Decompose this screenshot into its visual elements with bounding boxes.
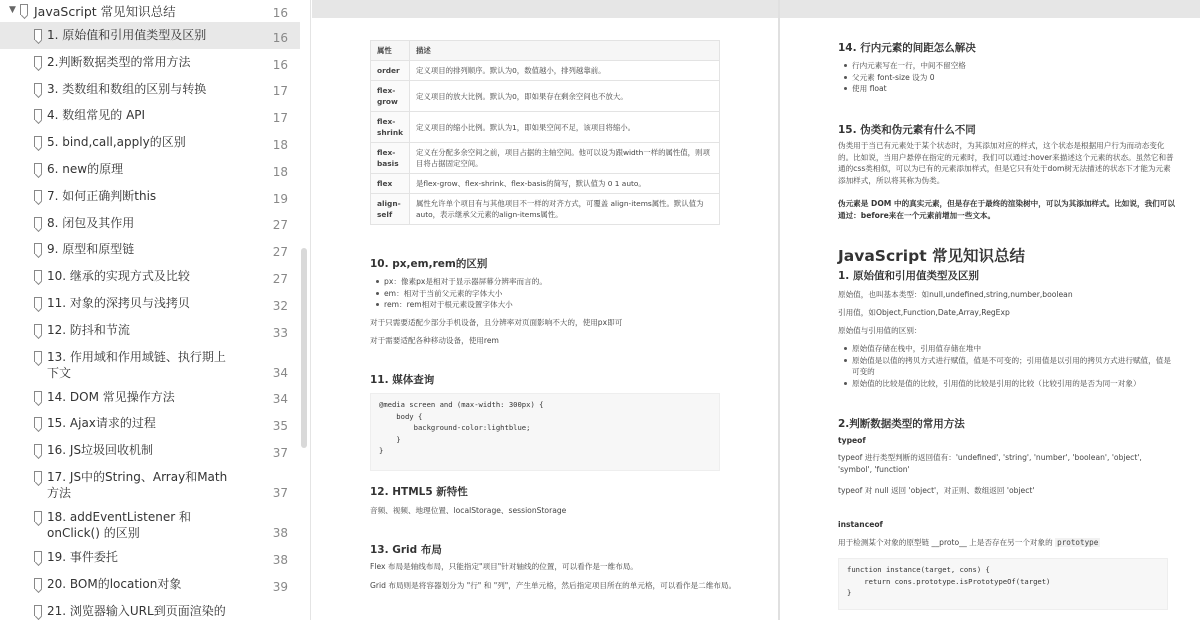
toc-item-label: 6. new的原理 [47, 162, 124, 176]
paragraph: 引用值，如Object,Function,Date,Array,RegExp [838, 308, 1010, 317]
toc-page-number: 17 [272, 84, 288, 99]
subsection-title: instanceof [838, 520, 883, 529]
toc-page-number: 18 [272, 137, 288, 152]
toc-item[interactable] [0, 571, 300, 598]
toc-item-label: 5. bind,call,apply的区别 [47, 135, 186, 150]
toc-item[interactable] [0, 49, 300, 76]
bookmark-icon [34, 444, 42, 455]
toc-page-number: 38 [272, 552, 288, 567]
section-title: 10. px,em,rem的区别 [370, 258, 488, 270]
document-page-right [780, 18, 1200, 620]
code-line: background-color:lightblue; [379, 423, 531, 432]
list-item: 原始值的比较是值的比较，引用值的比较是引用的比较（比较引用的是否为同一对象） [842, 378, 1172, 390]
bookmark-icon [34, 83, 42, 94]
toc-page-number: 19 [272, 191, 288, 206]
table-row [371, 174, 720, 194]
bookmark-icon [34, 270, 42, 281]
toc-item-label: 10. 继承的实现方式及比较 [47, 269, 190, 284]
toc-item[interactable] [0, 22, 300, 49]
toc-page-number: 37 [272, 486, 288, 500]
bookmark-icon [34, 391, 42, 402]
list-item: 原始值是以值的拷贝方式进行赋值，值是不可变的；引用值是以引用的拷贝方式进行赋值，值是可变的 [842, 355, 1172, 378]
toc-item[interactable] [0, 410, 300, 437]
bullet-list [842, 60, 1142, 95]
document-viewer [312, 0, 1200, 620]
list-item: 使用 float [842, 83, 1142, 95]
list-item: rem：rem相对于根元素设置字体大小 [374, 299, 734, 311]
section-title: 13. Grid 布局 [370, 544, 442, 556]
table-row [371, 112, 720, 143]
toc-item-label: 17. JS中的String、Array和Math方法 [47, 470, 228, 500]
code-line: return cons.prototype.isPrototypeOf(target) [847, 576, 1051, 586]
toc-item[interactable] [0, 76, 300, 103]
flex-properties-table [370, 40, 720, 225]
toc-page-number: 27 [272, 245, 288, 260]
section-title: 15. 伪类和伪元素有什么不同 [838, 124, 976, 136]
toc-item[interactable] [0, 464, 300, 504]
sidebar-scrollbar[interactable] [301, 248, 307, 448]
table-cell-property: flex-shrink [371, 112, 410, 143]
section-title: 1. 原始值和引用值类型及区别 [838, 270, 979, 282]
caret-down-icon[interactable]: ▼ [9, 5, 16, 15]
toc-page-number: 16 [272, 6, 288, 20]
toc-page-number: 38 [272, 526, 288, 540]
code-block [838, 558, 1168, 610]
list-item: px：像素px是相对于显示器屏幕分辨率而言的。 [374, 276, 734, 288]
toc-item-label: 4. 数组常见的 API [47, 108, 146, 123]
subsection-title: typeof [838, 436, 866, 445]
bookmark-icon [34, 56, 42, 67]
code-block [370, 393, 720, 471]
table-header: 属性 [371, 41, 410, 61]
list-item: 原始值存储在栈中，引用值存储在堆中 [842, 343, 1172, 355]
toc-item-label: 14. DOM 常见操作方法 [47, 389, 175, 404]
toc-item[interactable] [0, 129, 300, 156]
table-cell-property: flex [371, 174, 410, 194]
toc-item-label: 20. BOM的location对象 [47, 576, 182, 591]
toc-item-label: 2.判断数据类型的常用方法 [47, 54, 191, 69]
toc-item[interactable] [0, 384, 300, 411]
toc-page-number: 17 [272, 111, 288, 126]
bookmark-icon [34, 605, 42, 616]
toc-sidebar [0, 0, 311, 620]
bookmark-icon [34, 417, 42, 428]
table-cell-description: 定义项目的缩小比例。默认为1，即如果空间不足，该项目将缩小。 [410, 112, 720, 143]
table-cell-description: 是flex-grow、flex-shrink、flex-basis的简写，默认值为 0 1 auto。 [410, 174, 720, 194]
paragraph: Grid 布局则是将容器划分为 "行" 和 "列"，产生单元格，然后指定项目所在的单元格，可以看作是二维布局。 [370, 581, 737, 590]
toc-item[interactable] [0, 317, 300, 344]
toc-page-number: 27 [272, 271, 288, 286]
paragraph: 音频、视频、地理位置、localStorage、sessionStorage [370, 506, 567, 515]
code-line: } [847, 588, 852, 597]
paragraph-bold: 伪元素是 DOM 中的真实元素，但是存在于最终的渲染树中，可以为其添加样式。比如说，我们可以通过：before来在一个元素前增加一些文本。 [838, 199, 1175, 220]
table-row [371, 61, 720, 81]
paragraph: Flex 布局是轴线布局，只能指定"项目"针对轴线的位置，可以看作是一维布局。 [370, 562, 638, 571]
section-title: 12. HTML5 新特性 [370, 486, 468, 498]
code-line: } [379, 446, 384, 455]
document-page-left [312, 18, 778, 620]
toc-item-label: 1. 原始值和引用值类型及区别 [47, 28, 207, 42]
table-cell-description: 属性允许单个项目有与其他项目不一样的对齐方式，可覆盖 align-items属性。默认值为auto，表示继承父元素的align-items属性。 [410, 194, 720, 225]
bookmark-icon [34, 136, 42, 147]
toc-item[interactable] [0, 183, 300, 210]
section-title: 2.判断数据类型的常用方法 [838, 418, 965, 430]
toc-item-label: 3. 类数组和数组的区别与转换 [47, 81, 207, 96]
section-title: 14. 行内元素的间距怎么解决 [838, 42, 976, 54]
bookmark-icon [34, 471, 42, 482]
table-cell-property: flex-grow [371, 81, 410, 112]
toc-item[interactable] [0, 290, 300, 317]
toc-page-number: 37 [272, 445, 288, 460]
toc-item[interactable] [0, 102, 300, 129]
toc-page-number: 39 [272, 579, 288, 594]
table-cell-property: order [371, 61, 410, 81]
paragraph: 原始值与引用值的区别： [838, 326, 922, 335]
toc-item[interactable] [0, 263, 300, 290]
toc-item-label: 16. JS垃圾回收机制 [47, 443, 154, 458]
viewer-top-edge [312, 0, 1200, 18]
toc-item[interactable] [0, 210, 300, 237]
bookmark-icon [34, 190, 42, 201]
toc-item-label: 18. addEventListener 和 onClick() 的区别 [47, 510, 191, 540]
code-line: @media screen and (max-width: 300px) { [379, 400, 544, 409]
toc-page-number: 27 [272, 218, 288, 233]
toc-item-label: 9. 原型和原型链 [47, 242, 135, 257]
toc-item[interactable] [0, 236, 300, 263]
toc-page-number: 18 [272, 164, 288, 179]
table-header: 描述 [410, 41, 720, 61]
table-cell-description: 定义在分配多余空间之前，项目占据的主轴空间。他可以设为跟width一样的属性值，则项目将占据固定空间。 [410, 143, 720, 174]
table-cell-property: align-self [371, 194, 410, 225]
bookmark-icon [34, 578, 42, 589]
table-cell-property: flex-basis [371, 143, 410, 174]
paragraph: 对于只需要适配少部分手机设备，且分辨率对页面影响不大的，使用px即可 [370, 318, 623, 327]
toc-item[interactable] [0, 504, 300, 544]
paragraph: typeof 进行类型判断的返回值有：'undefined', 'string', 'number', 'boolean', 'object', 'symbol', 'function' [838, 453, 1142, 474]
table-row [371, 81, 720, 112]
bookmark-icon [34, 243, 42, 254]
table-cell-description: 定义项目的排列顺序。默认为0，数值越小，排列越靠前。 [410, 61, 720, 81]
code-line: body { [379, 411, 423, 421]
toc-page-number: 32 [272, 298, 288, 313]
paragraph-text: 用于检测某个对象的原型链 __proto__ 上是否存在另一个对象的 [838, 538, 1053, 547]
table-cell-description: 定义项目的放大比例。默认为0，即如果存在剩余空间也不放大。 [410, 81, 720, 112]
chapter-title: JavaScript 常见知识总结 [838, 247, 1025, 265]
toc-page-number: 16 [272, 57, 288, 72]
paragraph [838, 536, 1188, 549]
list-item: 行内元素写在一行，中间不留空格 [842, 60, 1142, 72]
bookmark-icon [34, 511, 42, 522]
bookmark-icon [34, 351, 42, 362]
paragraph: 伪类用于当已有元素处于某个状态时，为其添加对应的样式，这个状态是根据用户行为而动态变化的。比如说，当用户悬停在指定的元素时，我们可以通过:hover来描述这个元素的状态。虽然它和普通的css类相似，可以为已有的元素添加样式，但是它只有处于dom树无法描述的状态下才能为元素添加样式，所以将其称为伪类。 [838, 141, 1174, 185]
toc-item[interactable] [0, 156, 300, 183]
toc-page-number: 33 [272, 325, 288, 340]
bookmark-icon [34, 109, 42, 120]
toc-item[interactable] [0, 437, 300, 464]
list-item: em：相对于当前父元素的字体大小 [374, 288, 734, 300]
list-item: 父元素 font-size 设为 0 [842, 72, 1142, 84]
toc-page-number: 16 [272, 30, 288, 45]
bookmark-icon [34, 163, 42, 174]
toc-page-number: 34 [272, 392, 288, 407]
toc-item[interactable] [0, 344, 300, 384]
toc-item-label: 12. 防抖和节流 [47, 322, 130, 337]
toc-root-label: JavaScript 常见知识总结 [34, 4, 176, 19]
toc-item-label: 15. Ajax请求的过程 [47, 416, 156, 431]
toc-item-label: 11. 对象的深拷贝与浅拷贝 [47, 296, 190, 310]
code-line: } [379, 434, 401, 444]
toc-item-label: 19. 事件委托 [47, 550, 118, 564]
toc-root-item[interactable] [0, 0, 300, 22]
table-row [371, 143, 720, 174]
inline-code: prototype [1057, 538, 1099, 547]
bookmark-icon [20, 4, 28, 15]
toc-page-number: 34 [272, 365, 288, 380]
toc-item-label: 21. 浏览器输入URL到页面渲染的 [47, 603, 226, 618]
bookmark-icon [34, 324, 42, 335]
bookmark-icon [34, 297, 42, 308]
toc-item[interactable] [0, 598, 300, 620]
toc-item-label: 7. 如何正确判断this [47, 188, 157, 203]
toc-item[interactable] [0, 544, 300, 571]
table-row [371, 194, 720, 225]
section-title: 11. 媒体查询 [370, 374, 435, 386]
code-line: function instance(target, cons) { [847, 565, 990, 574]
bullet-list [842, 343, 1172, 389]
toc-item-label: 8. 闭包及其作用 [47, 215, 135, 230]
paragraph: typeof 对 null 返回 'object'，对正则、数组返回 'object' [838, 486, 1035, 495]
toc-item-label: 13. 作用域和作用域链、执行期上下文 [47, 349, 226, 380]
bullet-list [374, 276, 734, 311]
bookmark-icon [34, 551, 42, 562]
paragraph: 对于需要适配各种移动设备，使用rem [370, 336, 499, 345]
toc-page-number: 35 [272, 419, 288, 434]
paragraph: 原始值，也叫基本类型：如null,undefined,string,number,boolean [838, 290, 1073, 299]
bookmark-icon [34, 29, 42, 40]
bookmark-icon [34, 217, 42, 228]
